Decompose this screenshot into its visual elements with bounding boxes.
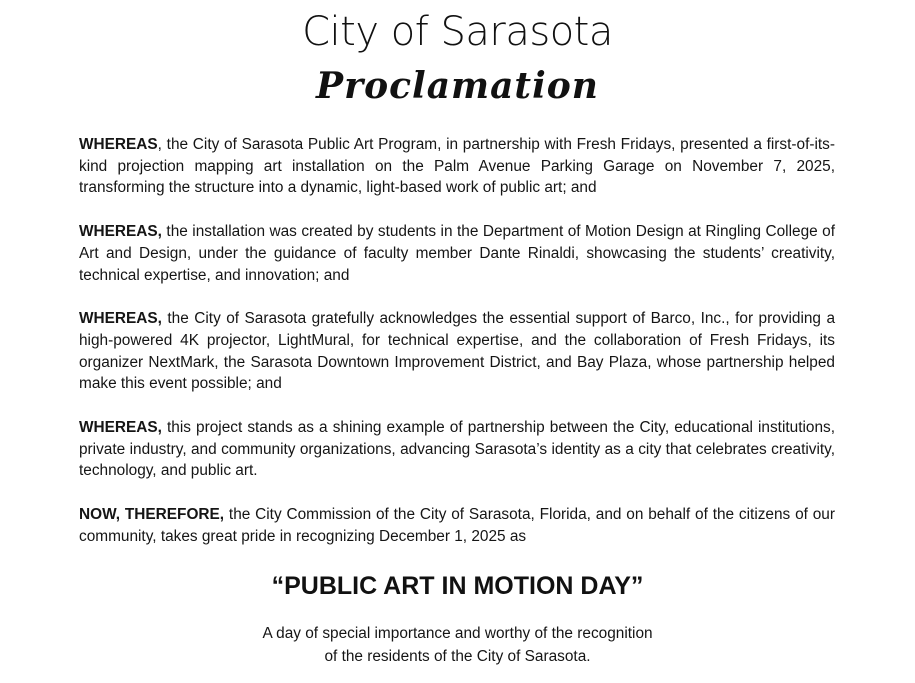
- proclamation-heading: Proclamation: [316, 65, 599, 107]
- paragraph-text: this project stands as a shining example of partnership between the City, educational institutions, private industry, and community organizations, advancing Sarasota’s identity as a city that celebrates creativity, technology, and public art.: [79, 419, 835, 480]
- proclamation-body: [79, 134, 835, 570]
- paragraph-lead: WHEREAS,: [79, 419, 162, 437]
- paragraph-text: the City of Sarasota gratefully acknowledges the essential support of Barco, Inc., for providing a high-powered 4K projector, LightMural, for technical expertise, and the collaboration of Fresh Fridays, its organizer NextMark, the Sarasota Downtown Improvement District, and Bay Plaza, whose partnership helped make this event possible; and: [79, 310, 835, 393]
- city-title: City of Sarasota: [302, 9, 613, 55]
- paragraph-text: , the City of Sarasota Public Art Program, in partnership with Fresh Fridays, presented a first-of-its-kind projection mapping art installation on the Palm Avenue Parking Garage on November 7, 2025, transforming the structure into a dynamic, light-based work of public art; and: [79, 136, 835, 197]
- closing-line-1: A day of special importance and worthy of the recognition: [262, 625, 653, 642]
- whereas-paragraph-3: [79, 308, 835, 395]
- paragraph-text: the City Commission of the City of Sarasota, Florida, and on behalf of the citizens of our community, takes great pride in recognizing December 1, 2025 as: [79, 506, 835, 545]
- paragraph-text: the installation was created by students in the Department of Motion Design at Ringling College of Art and Design, under the guidance of faculty member Dante Rinaldi, showcasing the students’ creativity, technical expertise, and innovation; and: [79, 223, 835, 284]
- whereas-paragraph-2: [79, 221, 835, 286]
- closing-line-2: of the residents of the City of Sarasota.: [324, 648, 591, 665]
- closing-statement: [0, 622, 915, 668]
- whereas-paragraph-1: [79, 134, 835, 199]
- paragraph-lead: NOW, THEREFORE,: [79, 506, 225, 524]
- day-designation: “PUBLIC ART IN MOTION DAY”: [271, 572, 644, 600]
- whereas-paragraph-4: [79, 417, 835, 482]
- paragraph-lead: WHEREAS,: [79, 223, 162, 241]
- paragraph-lead: WHEREAS,: [79, 310, 162, 328]
- therefore-paragraph: [79, 504, 835, 547]
- paragraph-lead: WHEREAS: [79, 136, 158, 153]
